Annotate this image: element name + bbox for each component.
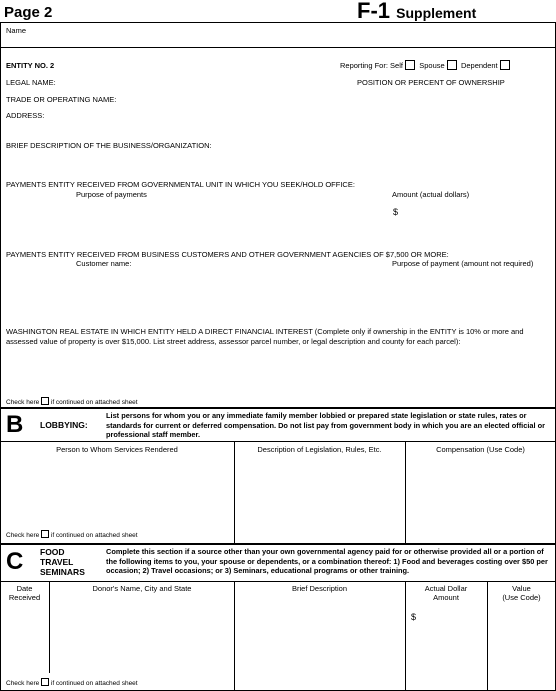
option-self-label: Self <box>390 61 403 70</box>
divider <box>0 581 556 582</box>
value-label: Value <box>512 584 531 593</box>
continued-checkbox-c[interactable] <box>41 678 49 686</box>
payments-gov-label: PAYMENTS ENTITY RECEIVED FROM GOVERNMENTAL UNIT IN WHICH YOU SEEK/HOLD OFFICE: <box>6 180 355 189</box>
address-label: ADDRESS: <box>6 111 45 120</box>
section-c-title-food: FOOD <box>40 547 65 557</box>
purpose-not-required-label: Purpose of payment (amount not required) <box>392 259 534 268</box>
legal-name-label: LEGAL NAME: <box>6 78 56 87</box>
option-dependent-label: Dependent <box>460 61 498 70</box>
col-person-header: Person to Whom Services Rendered <box>56 445 178 454</box>
col-description-header: Description of Legislation, Rules, Etc. <box>257 445 382 454</box>
amount-label: Amount (actual dollars) <box>392 190 470 199</box>
received-label: Received <box>8 593 41 602</box>
date-label: Date <box>16 584 33 593</box>
amount-label: Amount <box>433 593 459 602</box>
option-spouse-label: Spouse <box>419 61 445 70</box>
real-estate-line-2: assessed value of property is over $15,000. List street address, assessor parcel number, or legal description and county for each parcel): <box>6 337 461 346</box>
section-b-title: LOBBYING: <box>40 420 88 430</box>
column-divider <box>234 441 235 543</box>
entity-number: ENTITY NO. 2 <box>6 61 55 70</box>
check-here-a <box>6 397 138 407</box>
divider <box>0 407 556 409</box>
column-divider <box>49 581 50 673</box>
section-b-letter: B <box>6 411 24 438</box>
col-actual-dollar-header <box>405 584 487 602</box>
col-value-header <box>487 584 556 602</box>
col-brief-description-header: Brief Description <box>291 584 348 593</box>
actual-dollar-label: Actual Dollar <box>424 584 468 593</box>
form-code: F-1 <box>357 0 390 23</box>
section-c-title-seminars: SEMINARS <box>40 567 85 577</box>
purpose-of-payments-label: Purpose of payments <box>76 190 147 199</box>
payments-business-label: PAYMENTS ENTITY RECEIVED FROM BUSINESS CUSTOMERS AND OTHER GOVERNMENT AGENCIES OF $7,500 OR MORE: <box>6 250 449 259</box>
dollar-sign: $ <box>393 207 399 217</box>
section-c-letter: C <box>6 548 24 575</box>
col-compensation-header: Compensation (Use Code) <box>436 445 525 454</box>
section-b-instructions: List persons for whom you or any immediate family member lobbied or prepared state legislation or state rules, rates or standards for current or deferred compensation. Do not list pay from government body in which you are an elected official or professional staff member. <box>106 411 545 439</box>
dollar-sign: $ <box>411 612 417 622</box>
section-c-instructions: Complete this section if a source other than your own governmental agency paid for or otherwise provided all or a portion of the following items to you, your spouse or dependents, or a combination thereof: 1) Food and beverages costing over $50 per occasion; 2) Travel occasions; or 3) Seminars, educational programs or other training. <box>106 547 548 575</box>
section-c-title-travel: TRAVEL <box>40 557 74 567</box>
business-description-label: BRIEF DESCRIPTION OF THE BUSINESS/ORGANIZATION: <box>6 141 212 150</box>
continued-checkbox-b[interactable] <box>41 530 49 538</box>
check-here-label: Check here <box>6 680 40 687</box>
continued-label: if continued on attached sheet <box>50 680 138 687</box>
page-label: Page 2 <box>4 4 53 21</box>
column-divider <box>405 441 406 543</box>
self-checkbox[interactable] <box>405 60 415 70</box>
dependent-checkbox[interactable] <box>500 60 510 70</box>
trade-name-label: TRADE OR OPERATING NAME: <box>6 95 117 104</box>
col-donor-header: Donor's Name, City and State <box>92 584 192 593</box>
form-title <box>357 0 476 24</box>
form-suffix: Supplement <box>396 5 477 21</box>
reporting-for-label: Reporting For: <box>340 61 388 70</box>
check-here-label: Check here <box>6 532 40 539</box>
check-here-b <box>6 530 138 540</box>
continued-label: if continued on attached sheet <box>50 532 138 539</box>
reporting-for <box>340 60 510 70</box>
divider <box>0 47 556 48</box>
check-here-label: Check here <box>6 399 40 406</box>
real-estate-line-1: WASHINGTON REAL ESTATE IN WHICH ENTITY HELD A DIRECT FINANCIAL INTEREST (Complete only if ownership in the ENTITY is 10% or more and <box>6 327 524 336</box>
customer-name-label: Customer name: <box>76 259 132 268</box>
name-label: Name <box>6 26 27 35</box>
continued-label: if continued on attached sheet <box>50 399 138 406</box>
name-field[interactable] <box>40 24 552 46</box>
position-label: POSITION OR PERCENT OF OWNERSHIP <box>357 78 505 87</box>
spouse-checkbox[interactable] <box>447 60 457 70</box>
divider <box>0 543 556 545</box>
col-date-received-header <box>0 584 49 602</box>
continued-checkbox-a[interactable] <box>41 397 49 405</box>
use-code-label: (Use Code) <box>502 593 541 602</box>
check-here-c <box>6 678 138 688</box>
divider <box>0 441 556 442</box>
column-divider <box>234 581 235 691</box>
